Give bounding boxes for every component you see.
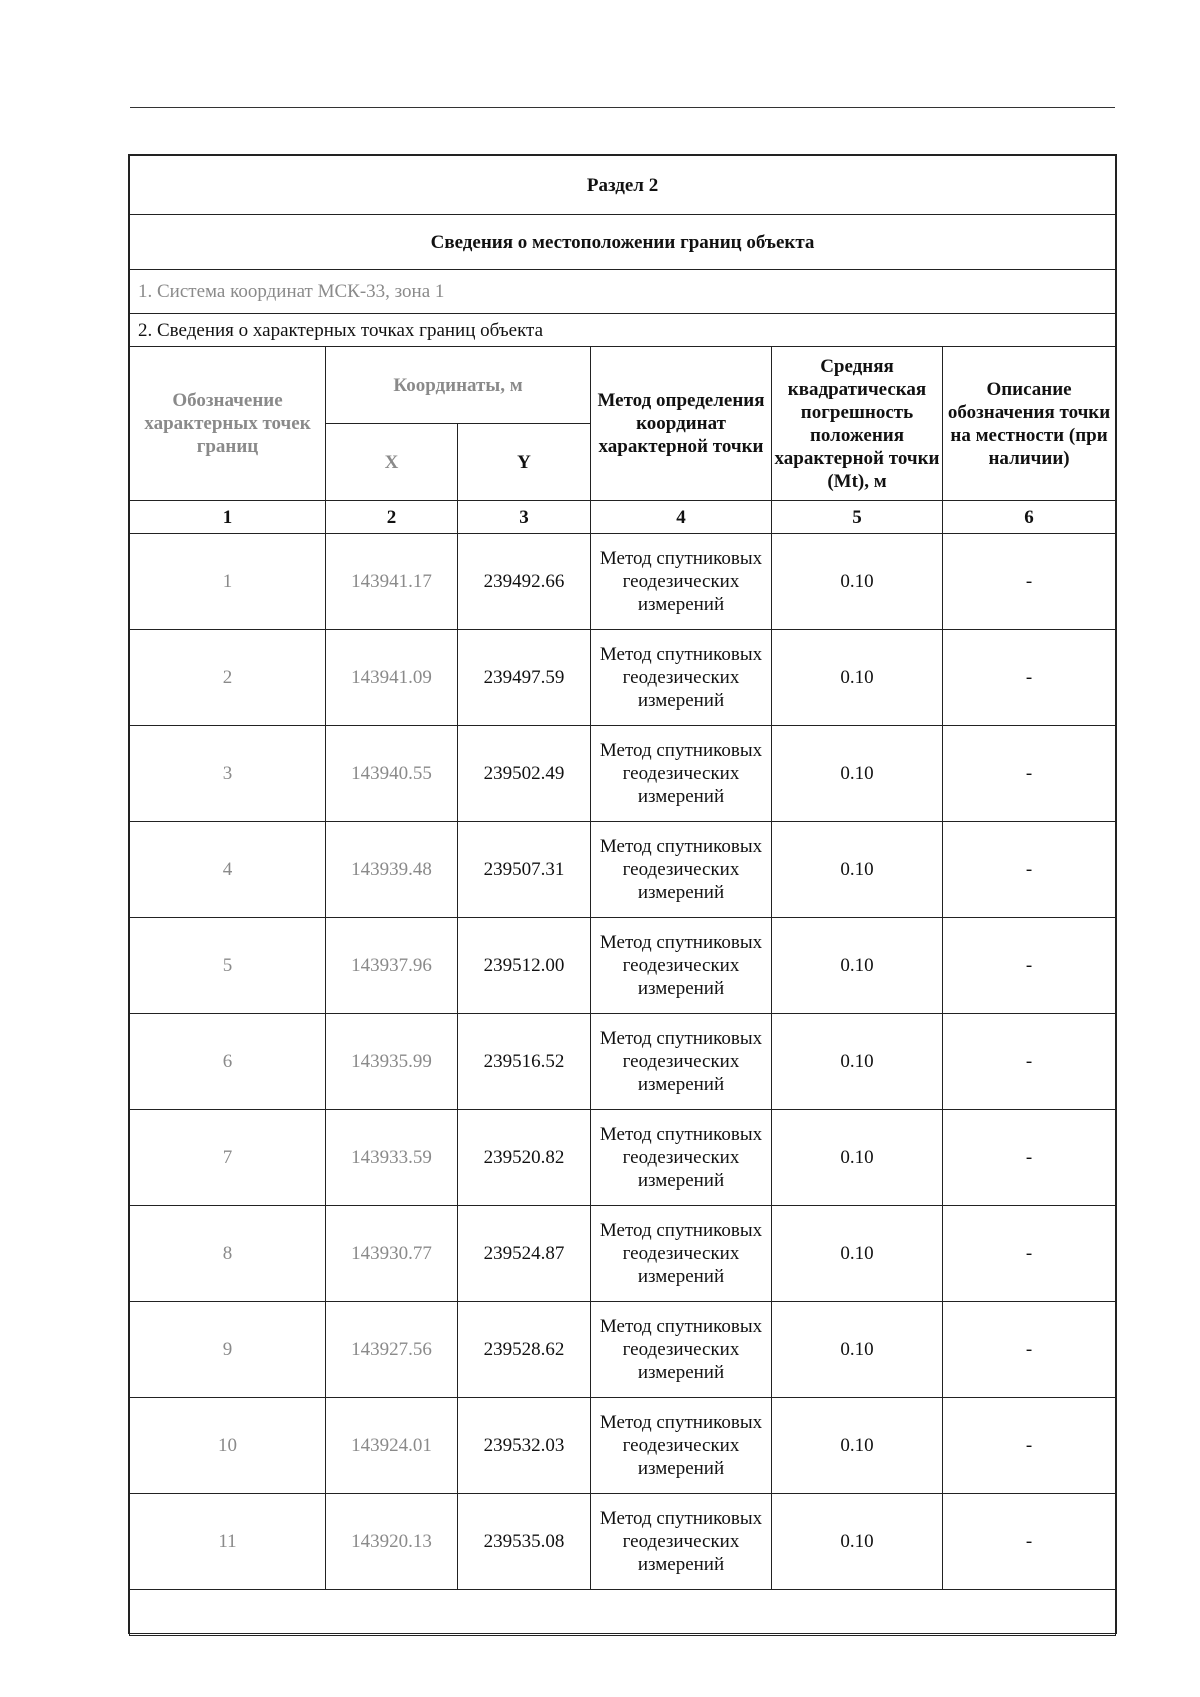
coord-x: 143937.96: [326, 918, 458, 1014]
coord-y: 239532.03: [458, 1398, 591, 1494]
method: Метод спутниковых геодезических измерений: [591, 918, 772, 1014]
header-y: Y: [458, 424, 591, 501]
header-coordinates: Координаты, м: [326, 347, 591, 424]
table-row: [130, 1302, 1116, 1398]
method: Метод спутниковых геодезических измерений: [591, 630, 772, 726]
description: -: [943, 726, 1116, 822]
coord-y: 239524.87: [458, 1206, 591, 1302]
table-footer-row: [130, 1590, 1116, 1636]
coord-x: 143933.59: [326, 1110, 458, 1206]
description: -: [943, 1302, 1116, 1398]
description: -: [943, 1110, 1116, 1206]
table-row: [130, 1110, 1116, 1206]
mt-error: 0.10: [772, 1494, 943, 1590]
coord-y: 239507.31: [458, 822, 591, 918]
method: Метод спутниковых геодезических измерений: [591, 726, 772, 822]
description: -: [943, 630, 1116, 726]
description: -: [943, 1206, 1116, 1302]
method: Метод спутниковых геодезических измерений: [591, 822, 772, 918]
point-number: 8: [130, 1206, 326, 1302]
description: -: [943, 1398, 1116, 1494]
mt-error: 0.10: [772, 918, 943, 1014]
table-row: [130, 726, 1116, 822]
table-row: [130, 1398, 1116, 1494]
description: -: [943, 1494, 1116, 1590]
table-row: [130, 918, 1116, 1014]
coord-x: 143941.17: [326, 534, 458, 630]
point-number: 4: [130, 822, 326, 918]
coord-x: 143920.13: [326, 1494, 458, 1590]
coord-y: 239502.49: [458, 726, 591, 822]
mt-error: 0.10: [772, 1110, 943, 1206]
point-number: 5: [130, 918, 326, 1014]
mt-error: 0.10: [772, 822, 943, 918]
top-rule: [130, 107, 1115, 108]
mt-error: 0.10: [772, 534, 943, 630]
points-info: 2. Сведения о характерных точках границ объекта: [130, 314, 1116, 347]
description: -: [943, 1014, 1116, 1110]
method: Метод спутниковых геодезических измерений: [591, 1014, 772, 1110]
method: Метод спутниковых геодезических измерений: [591, 1206, 772, 1302]
header-description: Описание обозначения точки на местности (при наличии): [943, 347, 1116, 501]
description: -: [943, 534, 1116, 630]
coord-x: 143930.77: [326, 1206, 458, 1302]
point-number: 10: [130, 1398, 326, 1494]
coord-y: 239535.08: [458, 1494, 591, 1590]
method: Метод спутниковых геодезических измерений: [591, 1302, 772, 1398]
coord-x: 143939.48: [326, 822, 458, 918]
col-number: 1: [130, 501, 326, 534]
table-row: [130, 1014, 1116, 1110]
point-number: 11: [130, 1494, 326, 1590]
method: Метод спутниковых геодезических измерений: [591, 1110, 772, 1206]
coord-x: 143940.55: [326, 726, 458, 822]
mt-error: 0.10: [772, 1014, 943, 1110]
coord-x: 143927.56: [326, 1302, 458, 1398]
coord-x: 143935.99: [326, 1014, 458, 1110]
coord-y: 239516.52: [458, 1014, 591, 1110]
method: Метод спутниковых геодезических измерений: [591, 534, 772, 630]
coord-y: 239512.00: [458, 918, 591, 1014]
description: -: [943, 822, 1116, 918]
document-sheet: [128, 154, 1117, 1634]
method: Метод спутниковых геодезических измерений: [591, 1494, 772, 1590]
table-row: [130, 630, 1116, 726]
header-point-designation: Обозначение характерных точек границ: [130, 347, 326, 501]
mt-error: 0.10: [772, 1398, 943, 1494]
table-row: [130, 534, 1116, 630]
coord-x: 143941.09: [326, 630, 458, 726]
method: Метод спутниковых геодезических измерений: [591, 1398, 772, 1494]
coord-y: 239497.59: [458, 630, 591, 726]
coord-y: 239528.62: [458, 1302, 591, 1398]
header-error: Средняя квадратическая погрешность положения характерной точки (Mt), м: [772, 347, 943, 501]
point-number: 1: [130, 534, 326, 630]
table-row: [130, 1494, 1116, 1590]
mt-error: 0.10: [772, 726, 943, 822]
point-number: 2: [130, 630, 326, 726]
point-number: 9: [130, 1302, 326, 1398]
coord-system: 1. Система координат МСК-33, зона 1: [130, 270, 1116, 314]
point-number: 6: [130, 1014, 326, 1110]
description: -: [943, 918, 1116, 1014]
point-number: 7: [130, 1110, 326, 1206]
col-number: 4: [591, 501, 772, 534]
mt-error: 0.10: [772, 1302, 943, 1398]
col-number: 3: [458, 501, 591, 534]
header-x: X: [326, 424, 458, 501]
col-number: 6: [943, 501, 1116, 534]
point-number: 3: [130, 726, 326, 822]
header-method: Метод определения координат характерной точки: [591, 347, 772, 501]
table-row: [130, 822, 1116, 918]
subtitle: Сведения о местоположении границ объекта: [130, 215, 1116, 270]
section-title: Раздел 2: [130, 156, 1116, 215]
col-number: 2: [326, 501, 458, 534]
col-number: 5: [772, 501, 943, 534]
coord-x: 143924.01: [326, 1398, 458, 1494]
coord-y: 239492.66: [458, 534, 591, 630]
mt-error: 0.10: [772, 1206, 943, 1302]
mt-error: 0.10: [772, 630, 943, 726]
boundary-table: [129, 155, 1116, 1636]
table-row: [130, 1206, 1116, 1302]
coord-y: 239520.82: [458, 1110, 591, 1206]
